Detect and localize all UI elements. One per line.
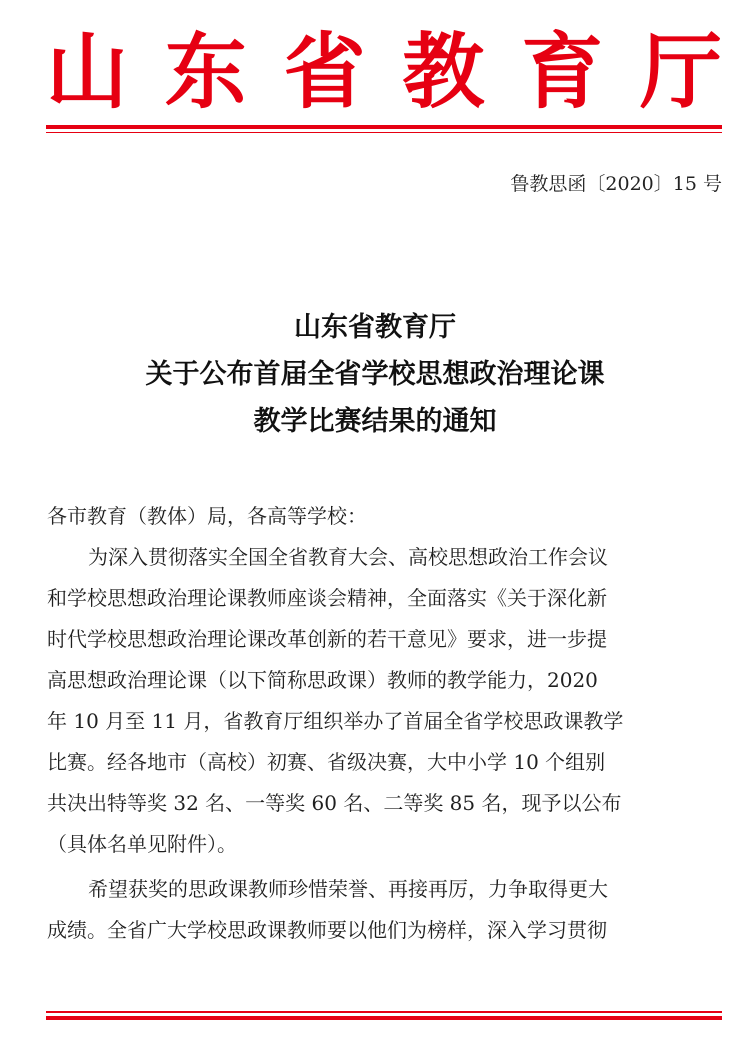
text-line: 成绩。全省广大学校思政课教师要以他们为榜样，深入学习贯彻 xyxy=(47,918,607,942)
document-title xyxy=(0,304,750,445)
letterhead-char: 教 xyxy=(402,24,485,120)
header-rule-thick xyxy=(46,125,722,129)
text-line: 希望获奖的思政课教师珍惜荣誉、再接再厉，力争取得更大 xyxy=(88,877,608,901)
document-body xyxy=(47,496,725,951)
text-line: （具体名单见附件）。 xyxy=(47,832,237,856)
letterhead-char: 东 xyxy=(164,24,247,120)
footer-rule-thin xyxy=(46,1011,722,1013)
letterhead-char: 育 xyxy=(521,24,604,120)
text-line: 共决出特等奖 32 名、一等奖 60 名、二等奖 85 名，现予以公布 xyxy=(47,791,622,815)
text-line: 比赛。经各地市（高校）初赛、省级决赛，大中小学 10 个组别 xyxy=(47,750,606,774)
document-number: 鲁教思函〔2020〕15 号 xyxy=(510,173,722,195)
text-line: 为深入贯彻落实全国全省教育大会、高校思想政治工作会议 xyxy=(88,545,608,569)
title-line: 关于公布首届全省学校思想政治理论课 xyxy=(145,359,605,390)
text-line: 和学校思想政治理论课教师座谈会精神，全面落实《关于深化新 xyxy=(47,586,607,610)
footer-rule-thick xyxy=(46,1016,722,1020)
header-rule-thin xyxy=(46,132,722,134)
letterhead-char: 省 xyxy=(283,24,366,120)
title-line: 教学比赛结果的通知 xyxy=(253,406,497,437)
letterhead-char: 厅 xyxy=(639,24,722,120)
letterhead-title xyxy=(46,22,722,122)
text-line: 年 10 月至 11 月，省教育厅组织举办了首届全省学校思政课教学 xyxy=(47,709,624,733)
paragraph-1 xyxy=(47,537,725,865)
salutation: 各市教育（教体）局，各高等学校： xyxy=(47,504,367,528)
letterhead-char: 山 xyxy=(46,24,129,120)
paragraph-2 xyxy=(47,869,725,951)
title-line: 山东省教育厅 xyxy=(294,312,456,343)
text-line: 时代学校思想政治理论课改革创新的若干意见》要求，进一步提 xyxy=(47,627,607,651)
text-line: 高思想政治理论课（以下简称思政课）教师的教学能力，2020 xyxy=(47,668,598,692)
